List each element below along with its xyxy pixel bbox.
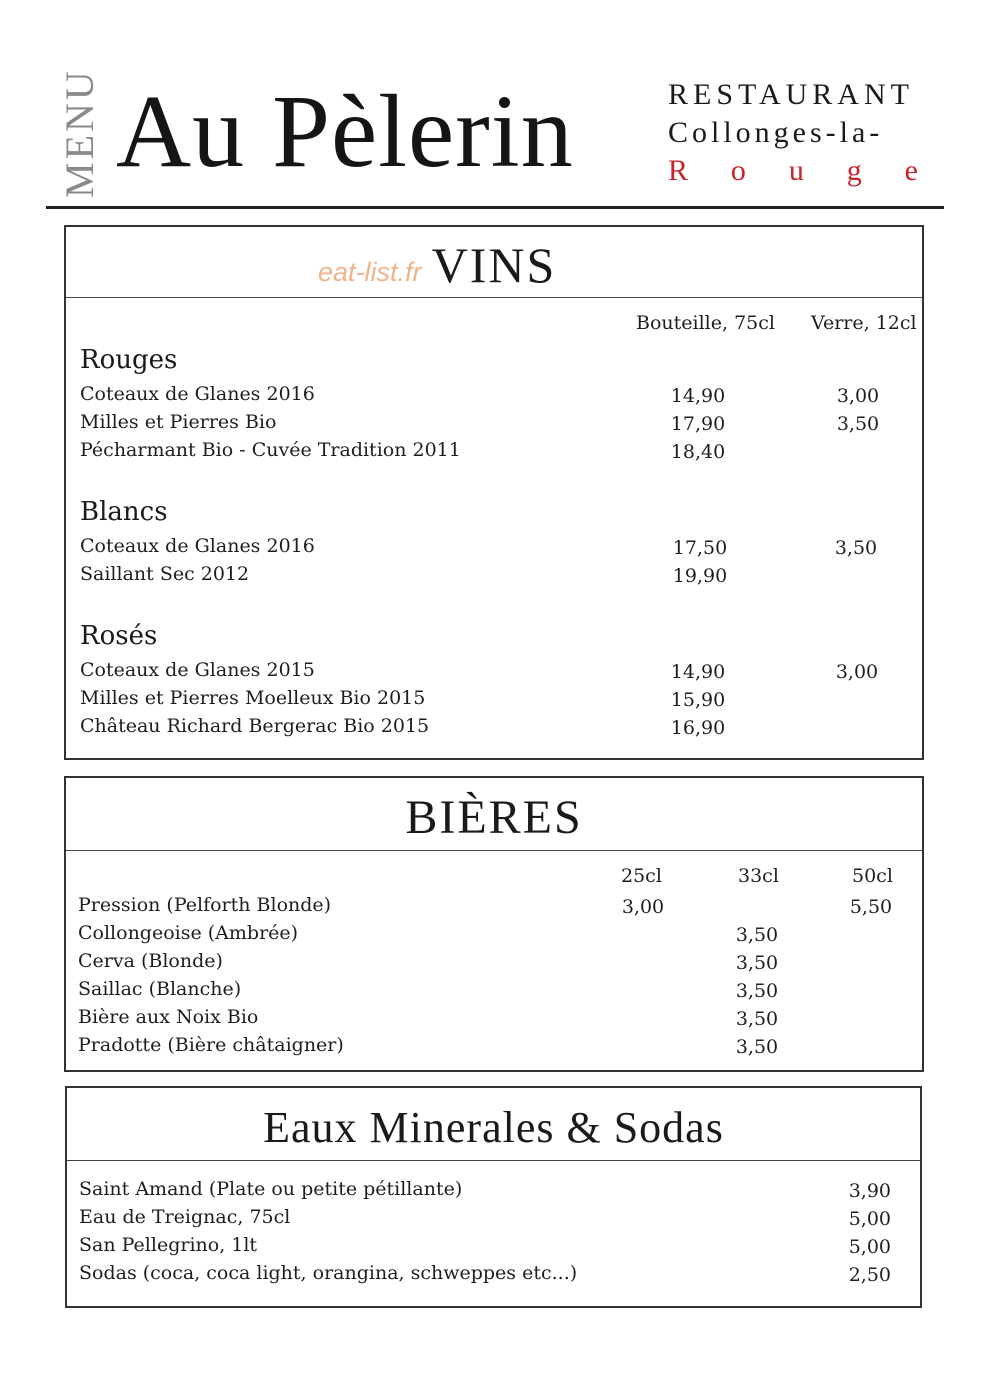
restaurant-title: Au Pèlerin xyxy=(116,74,574,189)
subtitle-location: Collonges-la- xyxy=(668,116,884,149)
price-33cl: 3,50 xyxy=(735,980,779,1002)
price-bottle: 14,90 xyxy=(670,385,726,407)
menu-item-name: Cerva (Blonde) xyxy=(78,950,223,972)
header-divider xyxy=(46,206,944,209)
rouge-letter: R xyxy=(668,154,689,187)
price-33cl: 3,50 xyxy=(735,1036,779,1058)
price: 2,50 xyxy=(848,1264,891,1286)
menu-item-name: Pradotte (Bière châtaigner) xyxy=(78,1034,344,1056)
menu-item-name: Coteaux de Glanes 2016 xyxy=(80,383,315,405)
price: 5,00 xyxy=(848,1208,891,1230)
column-header-33cl: 33cl xyxy=(738,865,779,887)
column-header-50cl: 50cl xyxy=(852,865,893,887)
watermark: eat-list.fr xyxy=(318,257,422,287)
menu-item-name: Pécharmant Bio - Cuvée Tradition 2011 xyxy=(80,439,461,461)
price-33cl: 3,50 xyxy=(735,952,779,974)
section-vins xyxy=(64,225,924,760)
price-50cl: 5,50 xyxy=(849,896,893,918)
section-title: BIÈRES xyxy=(405,791,583,844)
rouge-letter: o xyxy=(730,154,746,187)
price-glass: 3,50 xyxy=(834,537,878,559)
price-bottle: 16,90 xyxy=(670,717,726,739)
category-roses: Rosés xyxy=(80,621,158,651)
price-bottle: 14,90 xyxy=(670,661,726,683)
menu-vertical-label: MENU xyxy=(57,68,102,198)
price-33cl: 3,50 xyxy=(735,1008,779,1030)
price-bottle: 18,40 xyxy=(670,441,726,463)
menu-item-name: San Pellegrino, 1lt xyxy=(79,1234,258,1256)
subtitle-location-rouge xyxy=(668,154,918,188)
price-bottle: 17,90 xyxy=(670,413,726,435)
menu-item-name: Saillac (Blanche) xyxy=(78,978,242,1000)
section-header xyxy=(67,1088,920,1161)
column-header-bottle: Bouteille, 75cl xyxy=(636,312,775,334)
menu-item-name: Eau de Treignac, 75cl xyxy=(79,1206,291,1228)
subtitle-restaurant: RESTAURANT xyxy=(668,78,914,111)
price-bottle: 19,90 xyxy=(672,565,728,587)
price-bottle: 17,50 xyxy=(672,537,728,559)
rouge-letter: u xyxy=(788,154,804,187)
price: 5,00 xyxy=(848,1236,891,1258)
price-25cl: 3,00 xyxy=(621,896,665,918)
column-header-glass: Verre, 12cl xyxy=(811,312,917,334)
category-blancs: Blancs xyxy=(80,497,168,527)
section-bieres xyxy=(64,776,924,1072)
menu-item-name: Coteaux de Glanes 2016 xyxy=(80,535,315,557)
price-glass: 3,00 xyxy=(835,661,879,683)
menu-item-name: Saint Amand (Plate ou petite pétillante) xyxy=(79,1178,463,1200)
section-title: VINS xyxy=(431,237,557,293)
menu-item-name: Saillant Sec 2012 xyxy=(80,563,250,585)
rouge-letter: e xyxy=(904,154,918,187)
column-header-25cl: 25cl xyxy=(621,865,662,887)
price-33cl: 3,50 xyxy=(735,924,779,946)
menu-item-name: Collongeoise (Ambrée) xyxy=(78,922,299,944)
section-header xyxy=(66,778,922,851)
rouge-letter: g xyxy=(846,154,862,187)
menu-item-name: Coteaux de Glanes 2015 xyxy=(80,659,315,681)
menu-item-name: Château Richard Bergerac Bio 2015 xyxy=(80,715,430,737)
price-bottle: 15,90 xyxy=(670,689,726,711)
category-rouges: Rouges xyxy=(80,345,178,375)
price: 3,90 xyxy=(848,1180,891,1202)
section-eaux xyxy=(65,1086,922,1308)
menu-item-name: Milles et Pierres Bio xyxy=(80,411,277,433)
menu-item-name: Sodas (coca, coca light, orangina, schweppes etc...) xyxy=(79,1262,578,1284)
price-glass: 3,00 xyxy=(836,385,880,407)
section-title: Eaux Minerales & Sodas xyxy=(263,1103,724,1152)
price-glass: 3,50 xyxy=(836,413,880,435)
menu-item-name: Pression (Pelforth Blonde) xyxy=(78,894,332,916)
menu-item-name: Bière aux Noix Bio xyxy=(78,1006,259,1028)
section-header xyxy=(66,227,922,298)
menu-item-name: Milles et Pierres Moelleux Bio 2015 xyxy=(80,687,426,709)
